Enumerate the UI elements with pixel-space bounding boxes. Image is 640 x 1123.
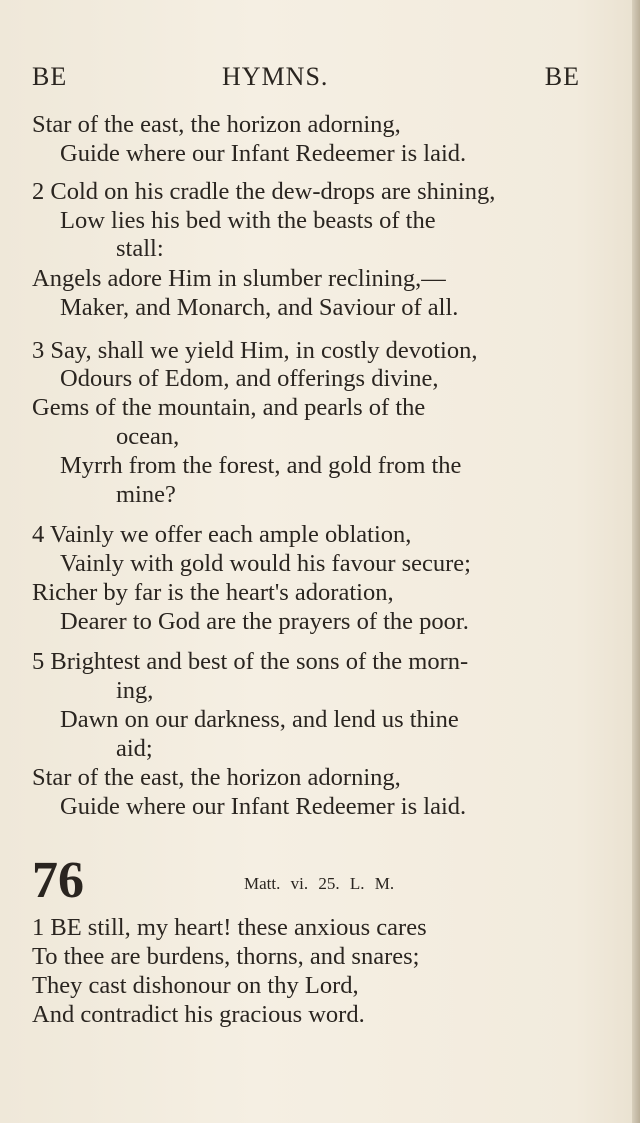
hymn-line: stall: xyxy=(116,235,164,262)
hymn-line: 3 Say, shall we yield Him, in costly devotion, xyxy=(32,337,478,364)
page-edge xyxy=(632,0,640,1123)
hymn-reference: Matt. vi. 25. xyxy=(244,874,340,893)
hymn-line: Star of the east, the horizon adorning, xyxy=(32,111,401,138)
hymn-line: Dearer to God are the prayers of the poor. xyxy=(60,608,469,635)
hymn-line: Guide where our Infant Redeemer is laid. xyxy=(60,793,467,820)
running-header xyxy=(32,62,580,96)
hymn-line: And contradict his gracious word. xyxy=(32,1001,365,1028)
hymn-line: 2 Cold on his cradle the dew-drops are shining, xyxy=(32,178,496,205)
hymn-line: ocean, xyxy=(116,423,180,450)
hymn-line: 4 Vainly we offer each ample oblation, xyxy=(32,521,412,548)
hymn-line: Richer by far is the heart's adoration, xyxy=(32,579,394,606)
hymn-line: aid; xyxy=(116,735,153,762)
hymn-line: Guide where our Infant Redeemer is laid. xyxy=(60,140,467,167)
hymn-line: mine? xyxy=(116,481,176,508)
hymn-line: Gems of the mountain, and pearls of the xyxy=(32,394,426,421)
hymn-line: 5 Brightest and best of the sons of the morn- xyxy=(32,648,469,675)
hymn-line: Angels adore Him in slumber reclining,— xyxy=(32,265,446,292)
hymn-meter: L. M. xyxy=(349,874,395,893)
hymn-line: Maker, and Monarch, and Saviour of all. xyxy=(60,294,459,321)
hymn-line: Myrrh from the forest, and gold from the xyxy=(60,452,462,479)
hymn-line: Vainly with gold would his favour secure; xyxy=(60,550,471,577)
hymn-line: Odours of Edom, and offerings divine, xyxy=(60,365,439,392)
hymn-line: They cast dishonour on thy Lord, xyxy=(32,972,359,999)
hymn-line: To thee are burdens, thorns, and snares; xyxy=(32,943,420,970)
hymn-number: 76 xyxy=(32,852,84,909)
hymn-meta xyxy=(244,874,394,894)
hymn-line: 1 BE still, my heart! these anxious cares xyxy=(32,914,427,941)
hymn-line: Low lies his bed with the beasts of the xyxy=(60,207,436,234)
header-right: BE xyxy=(544,62,580,91)
hymn-line: Star of the east, the horizon adorning, xyxy=(32,764,401,791)
header-left: BE xyxy=(32,62,68,91)
hymn-line: Dawn on our darkness, and lend us thine xyxy=(60,706,459,733)
hymn-line: ing, xyxy=(116,677,154,704)
header-title: HYMNS. xyxy=(222,62,329,91)
